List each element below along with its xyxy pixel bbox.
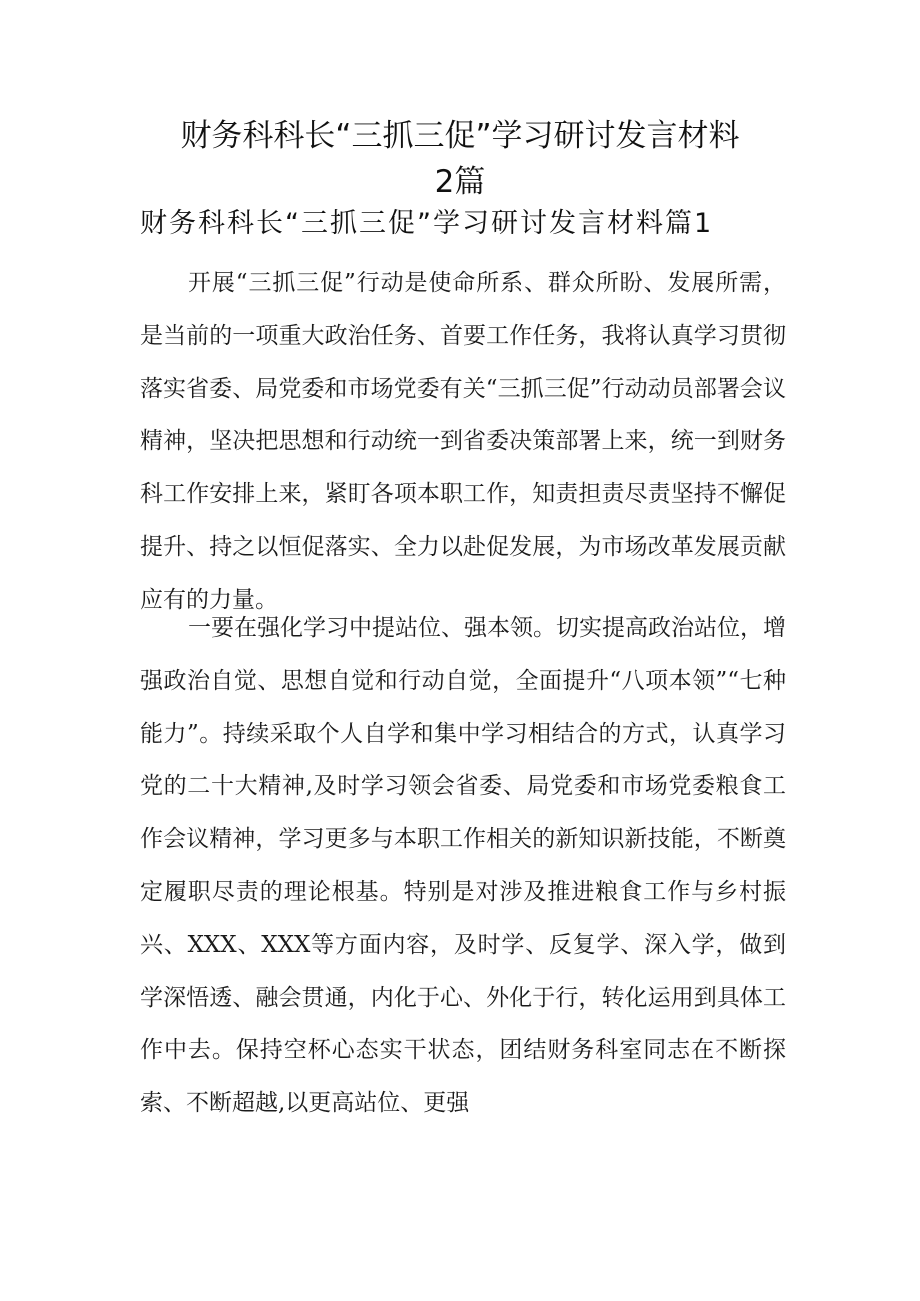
- document-title-line-2: 2篇: [434, 164, 486, 200]
- body-paragraph: 一要在强化学习中提站位、强本领。切实提高政治站位，增强政治自觉、思想自觉和行动自觉，全面提升“八项本领”“七种能力”。持续采取个人自学和集中学习相结合的方式，认真学习党的二十大精神,及时学习领会省委、局党委和市场党委粮食工作会议精神，学习更多与本职工作相关的新知识新技能，不断奠定履职尽责的理论根基。特别是对涉及推进粮食工作与乡村振兴、XXX、XXX等方面内容，及时学、反复学、深入学，做到学深悟透、融会贯通，内化于心、外化于行，转化运用到具体工作中去。保持空杯心态实干状态，团结财务科室同志在不断探索、不断超越,以更高站位、更强: [140, 615, 786, 1117]
- body-paragraph: 开展“三抓三促”行动是使命所系、群众所盼、发展所需，是当前的一项重大政治任务、首要工作任务，我将认真学习贯彻落实省委、局党委和市场党委有关“三抓三促”行动动员部署会议精神，坚决把思想和行动统一到省委决策部署上来，统一到财务科工作安排上来，紧盯各项本职工作，知责担责尽责坚持不懈促提升、持之以恒促落实、全力以赴促发展，为市场改革发展贡献应有的力量。: [140, 270, 786, 613]
- document-title-line-1: 财务科科长“三抓三促”学习研讨发言材料: [180, 118, 740, 154]
- section-heading: 财务科科长“三抓三促”学习研讨发言材料篇1: [140, 208, 714, 239]
